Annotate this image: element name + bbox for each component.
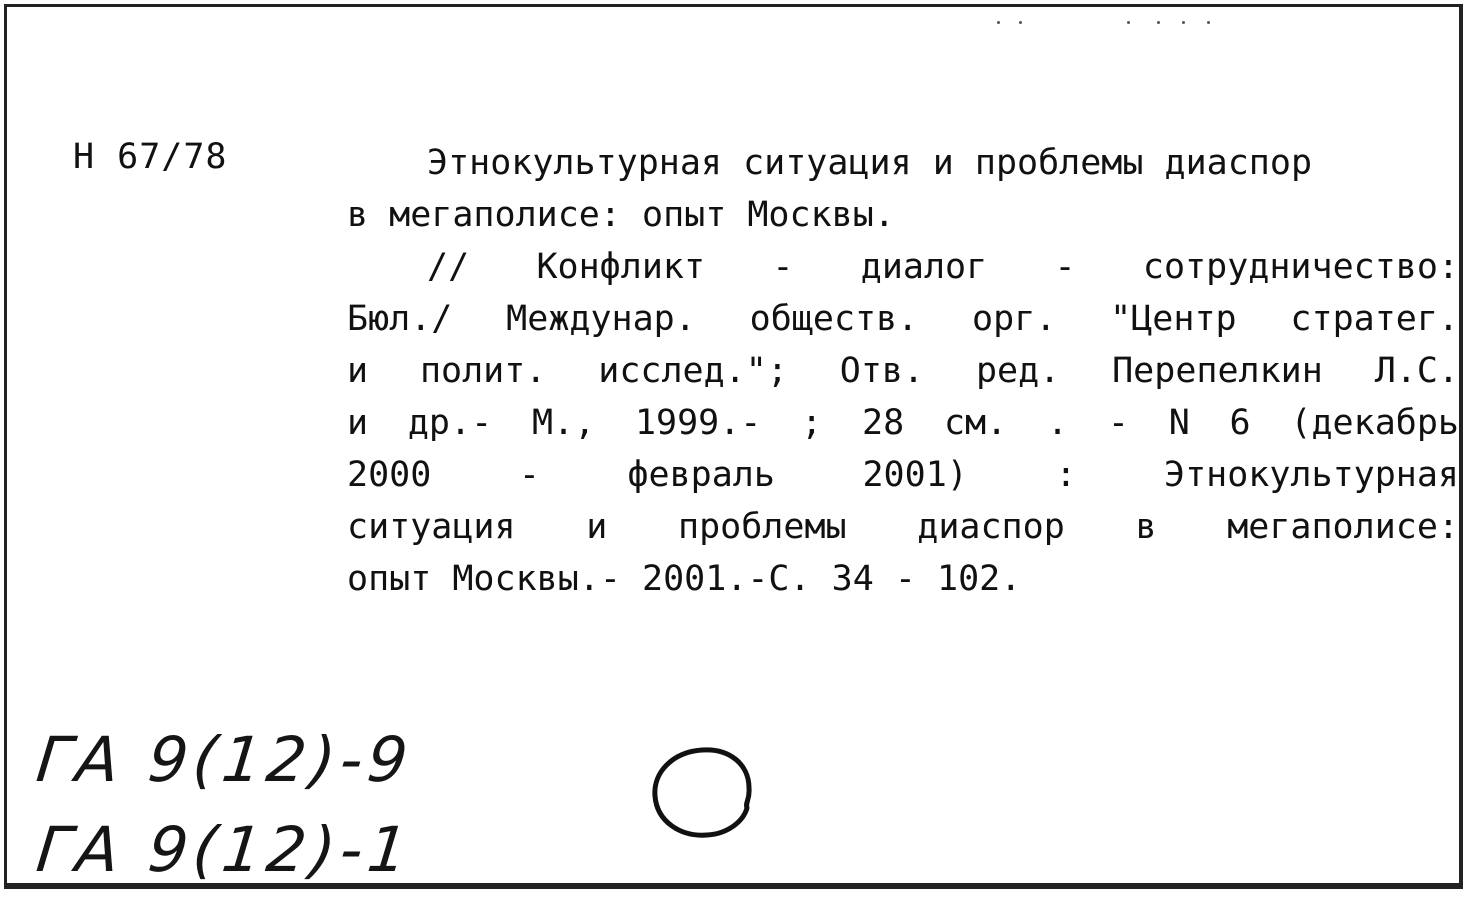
entry-line: 2000 - февраль 2001) : Этнокультурная [347,455,1459,495]
punch-hole-circle [647,742,757,842]
entry-line: Этнокультурная ситуация и проблемы диаспор [427,143,1313,183]
entry-line: опыт Москвы.- 2001.-С. 34 - 102. [347,559,1022,599]
bibliographic-entry [347,137,1459,605]
catalog-card [4,4,1463,889]
entry-line: Бюл./ Междунар. обществ. орг. "Центр стратег. [347,299,1459,339]
handwritten-code: ГА 9(12)-1 [33,813,417,886]
entry-line: и др.- М., 1999.- ; 28 см. . - N 6 (декабрь [347,403,1459,443]
scan-noise-dots [997,19,1227,27]
entry-line: и полит. исслед."; Отв. ред. Перепелкин Л.С. [347,351,1459,391]
entry-line: // Конфликт - диалог - сотрудничество: [427,247,1459,287]
shelfmark: Н 67/78 [73,137,228,177]
handwritten-code: ГА 9(12)-9 [33,723,417,796]
entry-line: ситуация и проблемы диаспор в мегаполисе: [347,507,1459,547]
entry-line: в мегаполисе: опыт Москвы. [347,195,895,235]
